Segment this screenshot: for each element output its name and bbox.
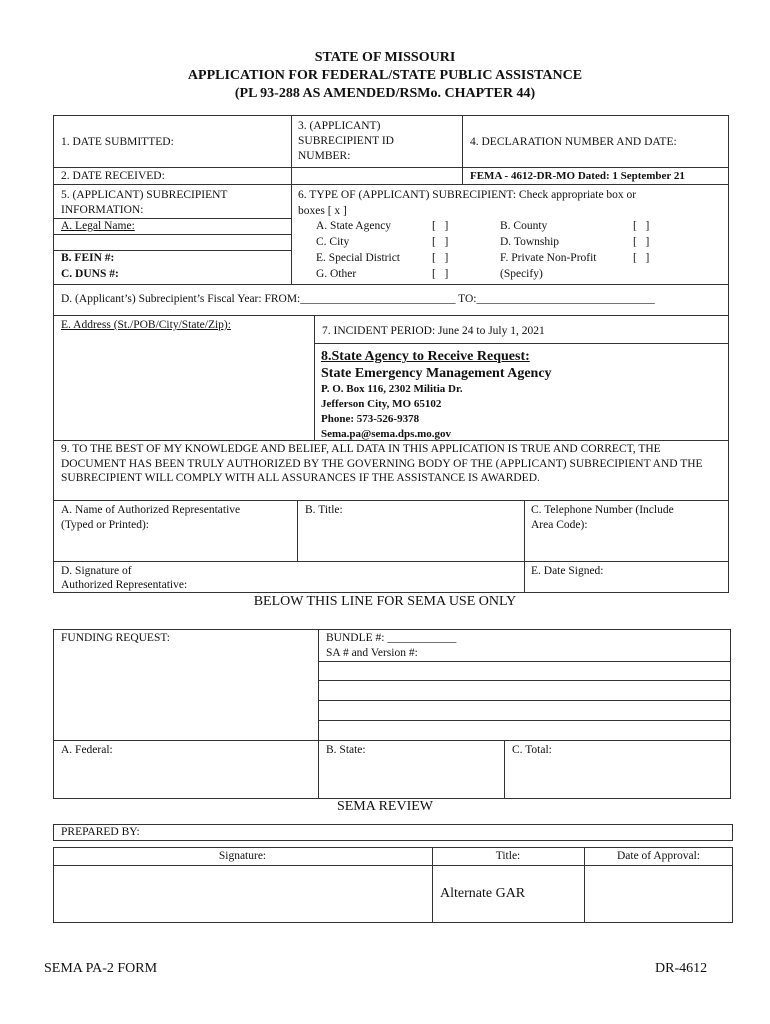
footer-form-id: SEMA PA-2 FORM — [44, 961, 158, 976]
signature-label-2: Authorized Representative: — [61, 579, 188, 591]
state-label: B. State: — [326, 744, 366, 756]
title-value: Alternate GAR — [440, 886, 526, 901]
agency-email: Sema.pa@sema.dps.mo.gov — [321, 428, 452, 440]
federal-label: A. Federal: — [61, 744, 113, 756]
sema-use-only-heading: BELOW THIS LINE FOR SEMA USE ONLY — [253, 594, 517, 609]
agency-address-2: Jefferson City, MO 65102 — [321, 398, 442, 410]
type-special-district-checkbox[interactable]: [ ] — [432, 252, 449, 264]
declaration-label: 4. DECLARATION NUMBER AND DATE: — [470, 136, 677, 148]
rep-name-label-2: (Typed or Printed): — [61, 519, 149, 531]
certification-statement: 9. TO THE BEST OF MY KNOWLEDGE AND BELIEF, ALL DATA IN THIS APPLICATION IS TRUE AND CORRECT, THE DOCUMENT HAS BEEN TRULY AUTHORIZED BY THE GOVERNING BODY OF THE (APPLICANT) SUBRECIPIENT AND THE SUBRECIPIENT WILL COMPLY WITH ALL ASSURANCES IF THE ASSISTANCE IS AWARDED. — [61, 443, 703, 484]
subrecipient-info-label-2: INFORMATION: — [61, 204, 144, 216]
subrecipient-type-hint: boxes [ x ] — [298, 205, 347, 217]
legal-name-label: A. Legal Name: — [61, 220, 135, 232]
agency-phone: Phone: 573-526-9378 — [321, 413, 420, 425]
date-received-label: 2. DATE RECEIVED: — [61, 170, 165, 182]
rep-title-label: B. Title: — [305, 504, 343, 516]
funding-request-label: FUNDING REQUEST: — [61, 632, 170, 644]
agency-name: State Emergency Management Agency — [321, 366, 552, 381]
total-label: C. Total: — [512, 744, 552, 756]
subrecipient-id-label-2: SUBRECIPIENT ID — [298, 135, 394, 147]
agency-address-1: P. O. Box 116, 2302 Militia Dr. — [321, 383, 463, 395]
bundle-number-field[interactable]: BUNDLE #: ____________ — [326, 632, 457, 644]
agency-heading: 8.State Agency to Receive Request: — [321, 349, 530, 364]
subrecipient-info-label-1: 5. (APPLICANT) SUBRECIPIENT — [61, 189, 228, 201]
type-private-nonprofit-checkbox[interactable]: [ ] — [633, 252, 650, 264]
signature-col-header: Signature: — [218, 850, 267, 862]
fiscal-year-field[interactable]: D. (Applicant’s) Subrecipient’s Fiscal Year: FROM:___________________________ TO:_______________________________ — [61, 293, 655, 305]
form-title-line2: APPLICATION FOR FEDERAL/STATE PUBLIC ASSISTANCE — [187, 68, 583, 83]
sa-version-label: SA # and Version #: — [326, 647, 418, 659]
signature-label-1: D. Signature of — [61, 565, 132, 577]
type-private-nonprofit-label: F. Private Non-Profit — [500, 252, 597, 264]
subrecipient-type-label: 6. TYPE OF (APPLICANT) SUBRECIPIENT: Check appropriate box or — [298, 189, 637, 201]
incident-period: 7. INCIDENT PERIOD: June 24 to July 1, 2021 — [322, 325, 545, 337]
footer-disaster-number: DR-4612 — [655, 961, 708, 976]
subrecipient-id-label-3: NUMBER: — [298, 150, 351, 162]
title-col-header: Title: — [495, 850, 521, 862]
type-city-checkbox[interactable]: [ ] — [432, 236, 449, 248]
rep-name-label-1: A. Name of Authorized Representative — [61, 504, 241, 516]
form-title-line3: (PL 93-288 AS AMENDED/RSMo. CHAPTER 44) — [234, 86, 536, 101]
fema-declaration-value: FEMA - 4612-DR-MO Dated: 1 September 21 — [470, 170, 685, 182]
duns-label: C. DUNS #: — [61, 268, 119, 280]
subrecipient-id-label-1: 3. (APPLICANT) — [298, 120, 381, 132]
type-special-district-label: E. Special District — [316, 252, 400, 264]
type-county-checkbox[interactable]: [ ] — [633, 220, 650, 232]
form-title-line1: STATE OF MISSOURI — [314, 50, 456, 65]
type-other-label: G. Other — [316, 268, 357, 280]
phone-label-1: C. Telephone Number (Include — [531, 504, 674, 516]
sema-review-heading: SEMA REVIEW — [336, 799, 434, 814]
date-submitted-label: 1. DATE SUBMITTED: — [61, 136, 174, 148]
date-signed-label: E. Date Signed: — [531, 565, 604, 577]
address-label: E. Address (St./POB/City/State/Zip): — [61, 319, 231, 331]
type-state-agency-label: A. State Agency — [316, 220, 392, 232]
fein-label: B. FEIN #: — [61, 252, 115, 264]
type-township-checkbox[interactable]: [ ] — [633, 236, 650, 248]
type-township-label: D. Township — [500, 236, 560, 248]
type-city-label: C. City — [316, 236, 350, 248]
date-approval-col-header: Date of Approval: — [616, 850, 701, 862]
prepared-by-label: PREPARED BY: — [61, 826, 140, 838]
phone-label-2: Area Code): — [531, 519, 588, 531]
type-state-agency-checkbox[interactable]: [ ] — [432, 220, 449, 232]
type-other-checkbox[interactable]: [ ] — [432, 268, 449, 280]
type-specify-label: (Specify) — [500, 268, 543, 280]
type-county-label: B. County — [500, 220, 548, 232]
